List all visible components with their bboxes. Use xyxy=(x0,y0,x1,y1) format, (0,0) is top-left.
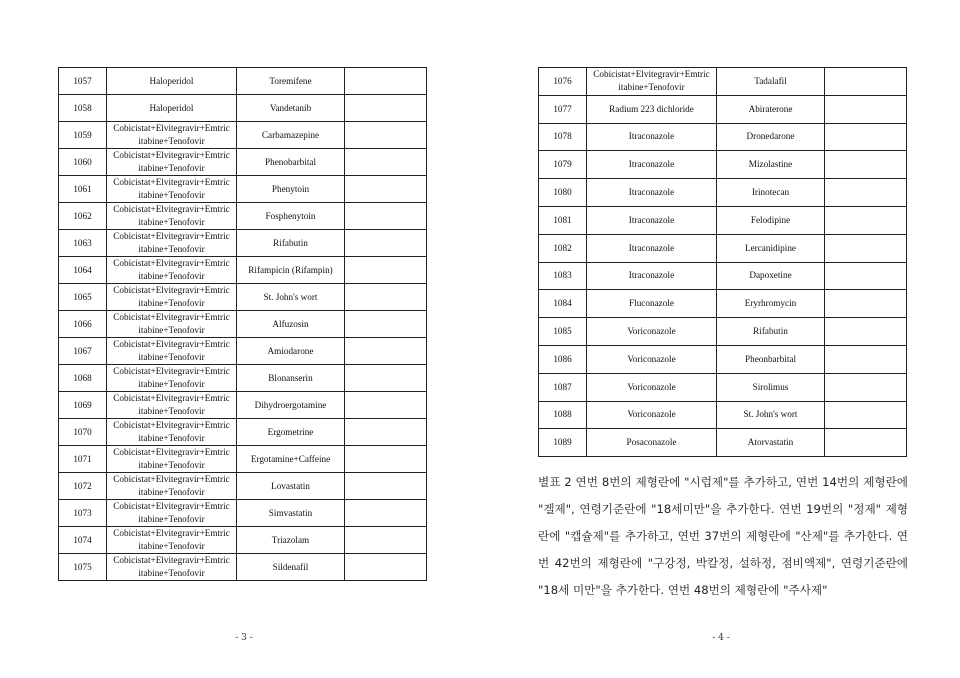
note-cell xyxy=(825,179,907,207)
table-row xyxy=(59,527,427,554)
drug-a-line: Fluconazole xyxy=(629,298,674,309)
table-row xyxy=(59,392,427,419)
table-row xyxy=(539,206,907,234)
drug-b-cell: Alfuzosin xyxy=(237,311,345,338)
row-number: 1074 xyxy=(59,527,107,554)
drug-a-cell xyxy=(587,318,717,346)
row-number: 1067 xyxy=(59,338,107,365)
drug-a-line: Posaconazole xyxy=(626,437,677,448)
drug-a-cell xyxy=(107,527,237,554)
table-row xyxy=(59,68,427,95)
table-row xyxy=(59,419,427,446)
table-row xyxy=(539,68,907,96)
row-number: 1087 xyxy=(539,373,587,401)
drug-b-cell: Lovastatin xyxy=(237,473,345,500)
drug-b-cell: St. John's wort xyxy=(237,284,345,311)
drug-b-cell: St. John's wort xyxy=(717,401,825,429)
table-row xyxy=(59,176,427,203)
row-number: 1079 xyxy=(539,151,587,179)
row-number: 1081 xyxy=(539,206,587,234)
page-number-left: - 3 - xyxy=(235,633,253,643)
note-cell xyxy=(345,122,427,149)
table-row xyxy=(539,290,907,318)
drug-b-cell: Fosphenytoin xyxy=(237,203,345,230)
note-cell xyxy=(345,473,427,500)
drug-a-cell xyxy=(107,176,237,203)
table-row xyxy=(539,123,907,151)
drug-a-line: itabine+Tenofovir xyxy=(138,541,205,551)
note-cell xyxy=(345,311,427,338)
note-cell xyxy=(345,446,427,473)
table-row xyxy=(59,149,427,176)
table-row xyxy=(539,234,907,262)
drug-a-line: Itraconazole xyxy=(628,214,675,225)
drug-a-line: itabine+Tenofovir xyxy=(138,217,205,227)
table-row xyxy=(539,429,907,457)
table-row xyxy=(59,203,427,230)
row-number: 1080 xyxy=(539,179,587,207)
drug-a-line: Cobicistat+Elvitegravir+Emtric xyxy=(113,528,230,538)
row-number: 1076 xyxy=(539,68,587,96)
drug-a-line: Voriconazole xyxy=(627,381,676,392)
drug-b-cell: Toremifene xyxy=(237,68,345,95)
drug-a-cell xyxy=(107,338,237,365)
note-cell xyxy=(825,290,907,318)
drug-b-cell: Amiodarone xyxy=(237,338,345,365)
drug-a-line: itabine+Tenofovir xyxy=(138,352,205,362)
drug-a-line: Voriconazole xyxy=(627,353,676,364)
drug-b-cell: Dronedarone xyxy=(717,123,825,151)
drug-b-cell: Dapoxetine xyxy=(717,262,825,290)
drug-a-line: itabine+Tenofovir xyxy=(138,379,205,389)
drug-a-line: itabine+Tenofovir xyxy=(138,460,205,470)
drug-a-cell xyxy=(587,290,717,318)
note-cell xyxy=(825,151,907,179)
drug-a-line: Radium 223 dichloride xyxy=(609,103,694,114)
drug-a-cell xyxy=(587,179,717,207)
drug-b-cell: Lercanidipine xyxy=(717,234,825,262)
drug-a-line: itabine+Tenofovir xyxy=(138,568,205,578)
note-cell xyxy=(345,419,427,446)
note-cell xyxy=(345,284,427,311)
table-row xyxy=(59,311,427,338)
drug-a-cell xyxy=(107,203,237,230)
table-row xyxy=(539,373,907,401)
note-cell xyxy=(345,230,427,257)
note-cell xyxy=(345,257,427,284)
note-cell xyxy=(825,123,907,151)
drug-a-cell xyxy=(587,262,717,290)
table-row xyxy=(539,345,907,373)
right-drug-table xyxy=(538,67,907,457)
drug-b-cell: Sildenafil xyxy=(237,554,345,581)
drug-b-cell: Phenytoin xyxy=(237,176,345,203)
drug-b-cell: Ergotamine+Caffeine xyxy=(237,446,345,473)
table-row xyxy=(59,338,427,365)
row-number: 1059 xyxy=(59,122,107,149)
drug-a-cell xyxy=(587,373,717,401)
drug-a-cell xyxy=(107,554,237,581)
row-number: 1062 xyxy=(59,203,107,230)
row-number: 1066 xyxy=(59,311,107,338)
drug-a-cell xyxy=(587,429,717,457)
drug-b-cell: Simvastatin xyxy=(237,500,345,527)
drug-a-cell xyxy=(107,230,237,257)
drug-a-cell xyxy=(587,95,717,123)
page-number-right: - 4 - xyxy=(712,633,730,643)
note-cell xyxy=(345,365,427,392)
drug-b-cell: Dihydroergotamine xyxy=(237,392,345,419)
table-row xyxy=(539,401,907,429)
row-number: 1063 xyxy=(59,230,107,257)
drug-a-line: itabine+Tenofovir xyxy=(138,244,205,254)
note-cell xyxy=(345,95,427,122)
drug-b-cell: Phenobarbital xyxy=(237,149,345,176)
row-number: 1078 xyxy=(539,123,587,151)
drug-b-cell: Rifampicin (Rifampin) xyxy=(237,257,345,284)
drug-a-line: Voriconazole xyxy=(627,409,676,420)
row-number: 1084 xyxy=(539,290,587,318)
table-row xyxy=(59,122,427,149)
drug-a-line: Itraconazole xyxy=(628,131,675,142)
note-cell xyxy=(825,318,907,346)
drug-a-cell xyxy=(107,122,237,149)
drug-a-cell xyxy=(107,284,237,311)
drug-a-cell xyxy=(587,206,717,234)
row-number: 1068 xyxy=(59,365,107,392)
drug-b-cell: Tadalafil xyxy=(717,68,825,96)
drug-a-line: itabine+Tenofovir xyxy=(138,514,205,524)
note-cell xyxy=(345,203,427,230)
drug-a-cell xyxy=(107,68,237,95)
row-number: 1088 xyxy=(539,401,587,429)
drug-a-cell xyxy=(107,365,237,392)
drug-a-line: Voriconazole xyxy=(627,326,676,337)
drug-a-line: Cobicistat+Elvitegravir+Emtric xyxy=(113,231,230,241)
row-number: 1072 xyxy=(59,473,107,500)
table-row xyxy=(59,95,427,122)
drug-a-line: Itraconazole xyxy=(628,242,675,253)
amendment-paragraph: 별표 2 연번 8번의 제형란에 "시럽제"를 추가하고, 연번 14번의 제형란에 "겔제", 연령기준란에 "18세미만"을 추가한다. 연번 19번의 "정제" 제형란에 "캡슐제"를 추가하고, 연번 37번의 제형란에 "산제"를 추가한다. 연번 42번의 제형란에 "구강정, 박칼정, 설하정, 점비액제", 연령기준란에 "18세 미만"을 추가한다. 연번 48번의 제형란에 "주사제" xyxy=(538,475,908,597)
drug-a-line: Haloperidol xyxy=(149,102,194,113)
row-number: 1086 xyxy=(539,345,587,373)
row-number: 1070 xyxy=(59,419,107,446)
drug-b-cell: Irinotecan xyxy=(717,179,825,207)
note-cell xyxy=(345,338,427,365)
drug-a-cell xyxy=(107,473,237,500)
drug-a-line: itabine+Tenofovir xyxy=(138,487,205,497)
drug-a-line: Cobicistat+Elvitegravir+Emtric xyxy=(113,123,230,133)
table-row xyxy=(59,446,427,473)
drug-b-cell: Rifabutin xyxy=(237,230,345,257)
drug-a-line: itabine+Tenofovir xyxy=(138,325,205,335)
row-number: 1064 xyxy=(59,257,107,284)
table-row xyxy=(59,284,427,311)
table-row xyxy=(539,262,907,290)
drug-a-line: Cobicistat+Elvitegravir+Emtric xyxy=(113,474,230,484)
table-row xyxy=(59,473,427,500)
drug-a-cell xyxy=(107,446,237,473)
row-number: 1082 xyxy=(539,234,587,262)
drug-a-line: itabine+Tenofovir xyxy=(138,190,205,200)
table-row xyxy=(59,230,427,257)
left-drug-table xyxy=(58,67,427,581)
drug-a-cell xyxy=(107,95,237,122)
drug-a-line: Itraconazole xyxy=(628,187,675,198)
note-cell xyxy=(345,500,427,527)
row-number: 1077 xyxy=(539,95,587,123)
drug-a-cell xyxy=(107,257,237,284)
table-row xyxy=(539,95,907,123)
drug-b-cell: Atorvastatin xyxy=(717,429,825,457)
drug-b-cell: Pheonbarbital xyxy=(717,345,825,373)
note-cell xyxy=(825,234,907,262)
drug-a-line: itabine+Tenofovir xyxy=(618,82,685,93)
drug-a-cell xyxy=(107,500,237,527)
note-cell xyxy=(825,429,907,457)
note-cell xyxy=(345,149,427,176)
table-row xyxy=(59,365,427,392)
drug-b-cell: Blonanserin xyxy=(237,365,345,392)
drug-a-line: Cobicistat+Elvitegravir+Emtric xyxy=(593,69,710,80)
drug-a-line: Cobicistat+Elvitegravir+Emtric xyxy=(113,420,230,430)
drug-b-cell: Vandetanib xyxy=(237,95,345,122)
table-row xyxy=(539,151,907,179)
drug-a-cell xyxy=(587,401,717,429)
row-number: 1085 xyxy=(539,318,587,346)
note-cell xyxy=(825,262,907,290)
drug-a-cell xyxy=(587,345,717,373)
drug-a-line: Cobicistat+Elvitegravir+Emtric xyxy=(113,150,230,160)
table-row xyxy=(539,179,907,207)
drug-a-line: Cobicistat+Elvitegravir+Emtric xyxy=(113,204,230,214)
drug-a-line: itabine+Tenofovir xyxy=(138,163,205,173)
row-number: 1061 xyxy=(59,176,107,203)
row-number: 1089 xyxy=(539,429,587,457)
note-cell xyxy=(825,206,907,234)
table-row xyxy=(59,554,427,581)
drug-a-cell xyxy=(107,149,237,176)
drug-b-cell: Mizolastine xyxy=(717,151,825,179)
drug-a-line: itabine+Tenofovir xyxy=(138,271,205,281)
note-cell xyxy=(825,95,907,123)
row-number: 1065 xyxy=(59,284,107,311)
drug-b-cell: Sirolimus xyxy=(717,373,825,401)
drug-a-line: Cobicistat+Elvitegravir+Emtric xyxy=(113,447,230,457)
drug-a-cell xyxy=(587,151,717,179)
drug-a-cell xyxy=(107,419,237,446)
drug-b-cell: Abiraterone xyxy=(717,95,825,123)
table-row xyxy=(539,318,907,346)
drug-a-line: Cobicistat+Elvitegravir+Emtric xyxy=(113,258,230,268)
drug-a-line: itabine+Tenofovir xyxy=(138,433,205,443)
drug-a-cell xyxy=(587,234,717,262)
note-cell xyxy=(345,527,427,554)
drug-a-line: Itraconazole xyxy=(628,270,675,281)
drug-a-line: Cobicistat+Elvitegravir+Emtric xyxy=(113,339,230,349)
note-cell xyxy=(345,68,427,95)
note-cell xyxy=(345,176,427,203)
table-row xyxy=(59,500,427,527)
table-row xyxy=(59,257,427,284)
row-number: 1073 xyxy=(59,500,107,527)
drug-b-cell: Rifabutin xyxy=(717,318,825,346)
drug-a-line: itabine+Tenofovir xyxy=(138,406,205,416)
drug-a-cell xyxy=(107,311,237,338)
row-number: 1083 xyxy=(539,262,587,290)
row-number: 1057 xyxy=(59,68,107,95)
drug-a-cell xyxy=(107,392,237,419)
note-cell xyxy=(825,345,907,373)
drug-a-line: Cobicistat+Elvitegravir+Emtric xyxy=(113,393,230,403)
drug-a-line: Cobicistat+Elvitegravir+Emtric xyxy=(113,366,230,376)
note-cell xyxy=(825,68,907,96)
drug-a-line: Cobicistat+Elvitegravir+Emtric xyxy=(113,312,230,322)
drug-a-line: Cobicistat+Elvitegravir+Emtric xyxy=(113,555,230,565)
note-cell xyxy=(345,554,427,581)
drug-a-line: Cobicistat+Elvitegravir+Emtric xyxy=(113,285,230,295)
drug-a-line: itabine+Tenofovir xyxy=(138,136,205,146)
row-number: 1069 xyxy=(59,392,107,419)
drug-a-line: Itraconazole xyxy=(628,159,675,170)
row-number: 1060 xyxy=(59,149,107,176)
row-number: 1071 xyxy=(59,446,107,473)
drug-a-line: Cobicistat+Elvitegravir+Emtric xyxy=(113,177,230,187)
drug-b-cell: Eryrhromycin xyxy=(717,290,825,318)
note-cell xyxy=(825,401,907,429)
note-cell xyxy=(345,392,427,419)
note-cell xyxy=(825,373,907,401)
drug-b-cell: Felodipine xyxy=(717,206,825,234)
drug-a-line: itabine+Tenofovir xyxy=(138,298,205,308)
drug-b-cell: Triazolam xyxy=(237,527,345,554)
drug-a-line: Cobicistat+Elvitegravir+Emtric xyxy=(113,501,230,511)
row-number: 1058 xyxy=(59,95,107,122)
drug-b-cell: Ergometrine xyxy=(237,419,345,446)
drug-a-cell xyxy=(587,123,717,151)
drug-a-cell xyxy=(587,68,717,96)
drug-a-line: Haloperidol xyxy=(149,75,194,86)
drug-b-cell: Carbamazepine xyxy=(237,122,345,149)
row-number: 1075 xyxy=(59,554,107,581)
